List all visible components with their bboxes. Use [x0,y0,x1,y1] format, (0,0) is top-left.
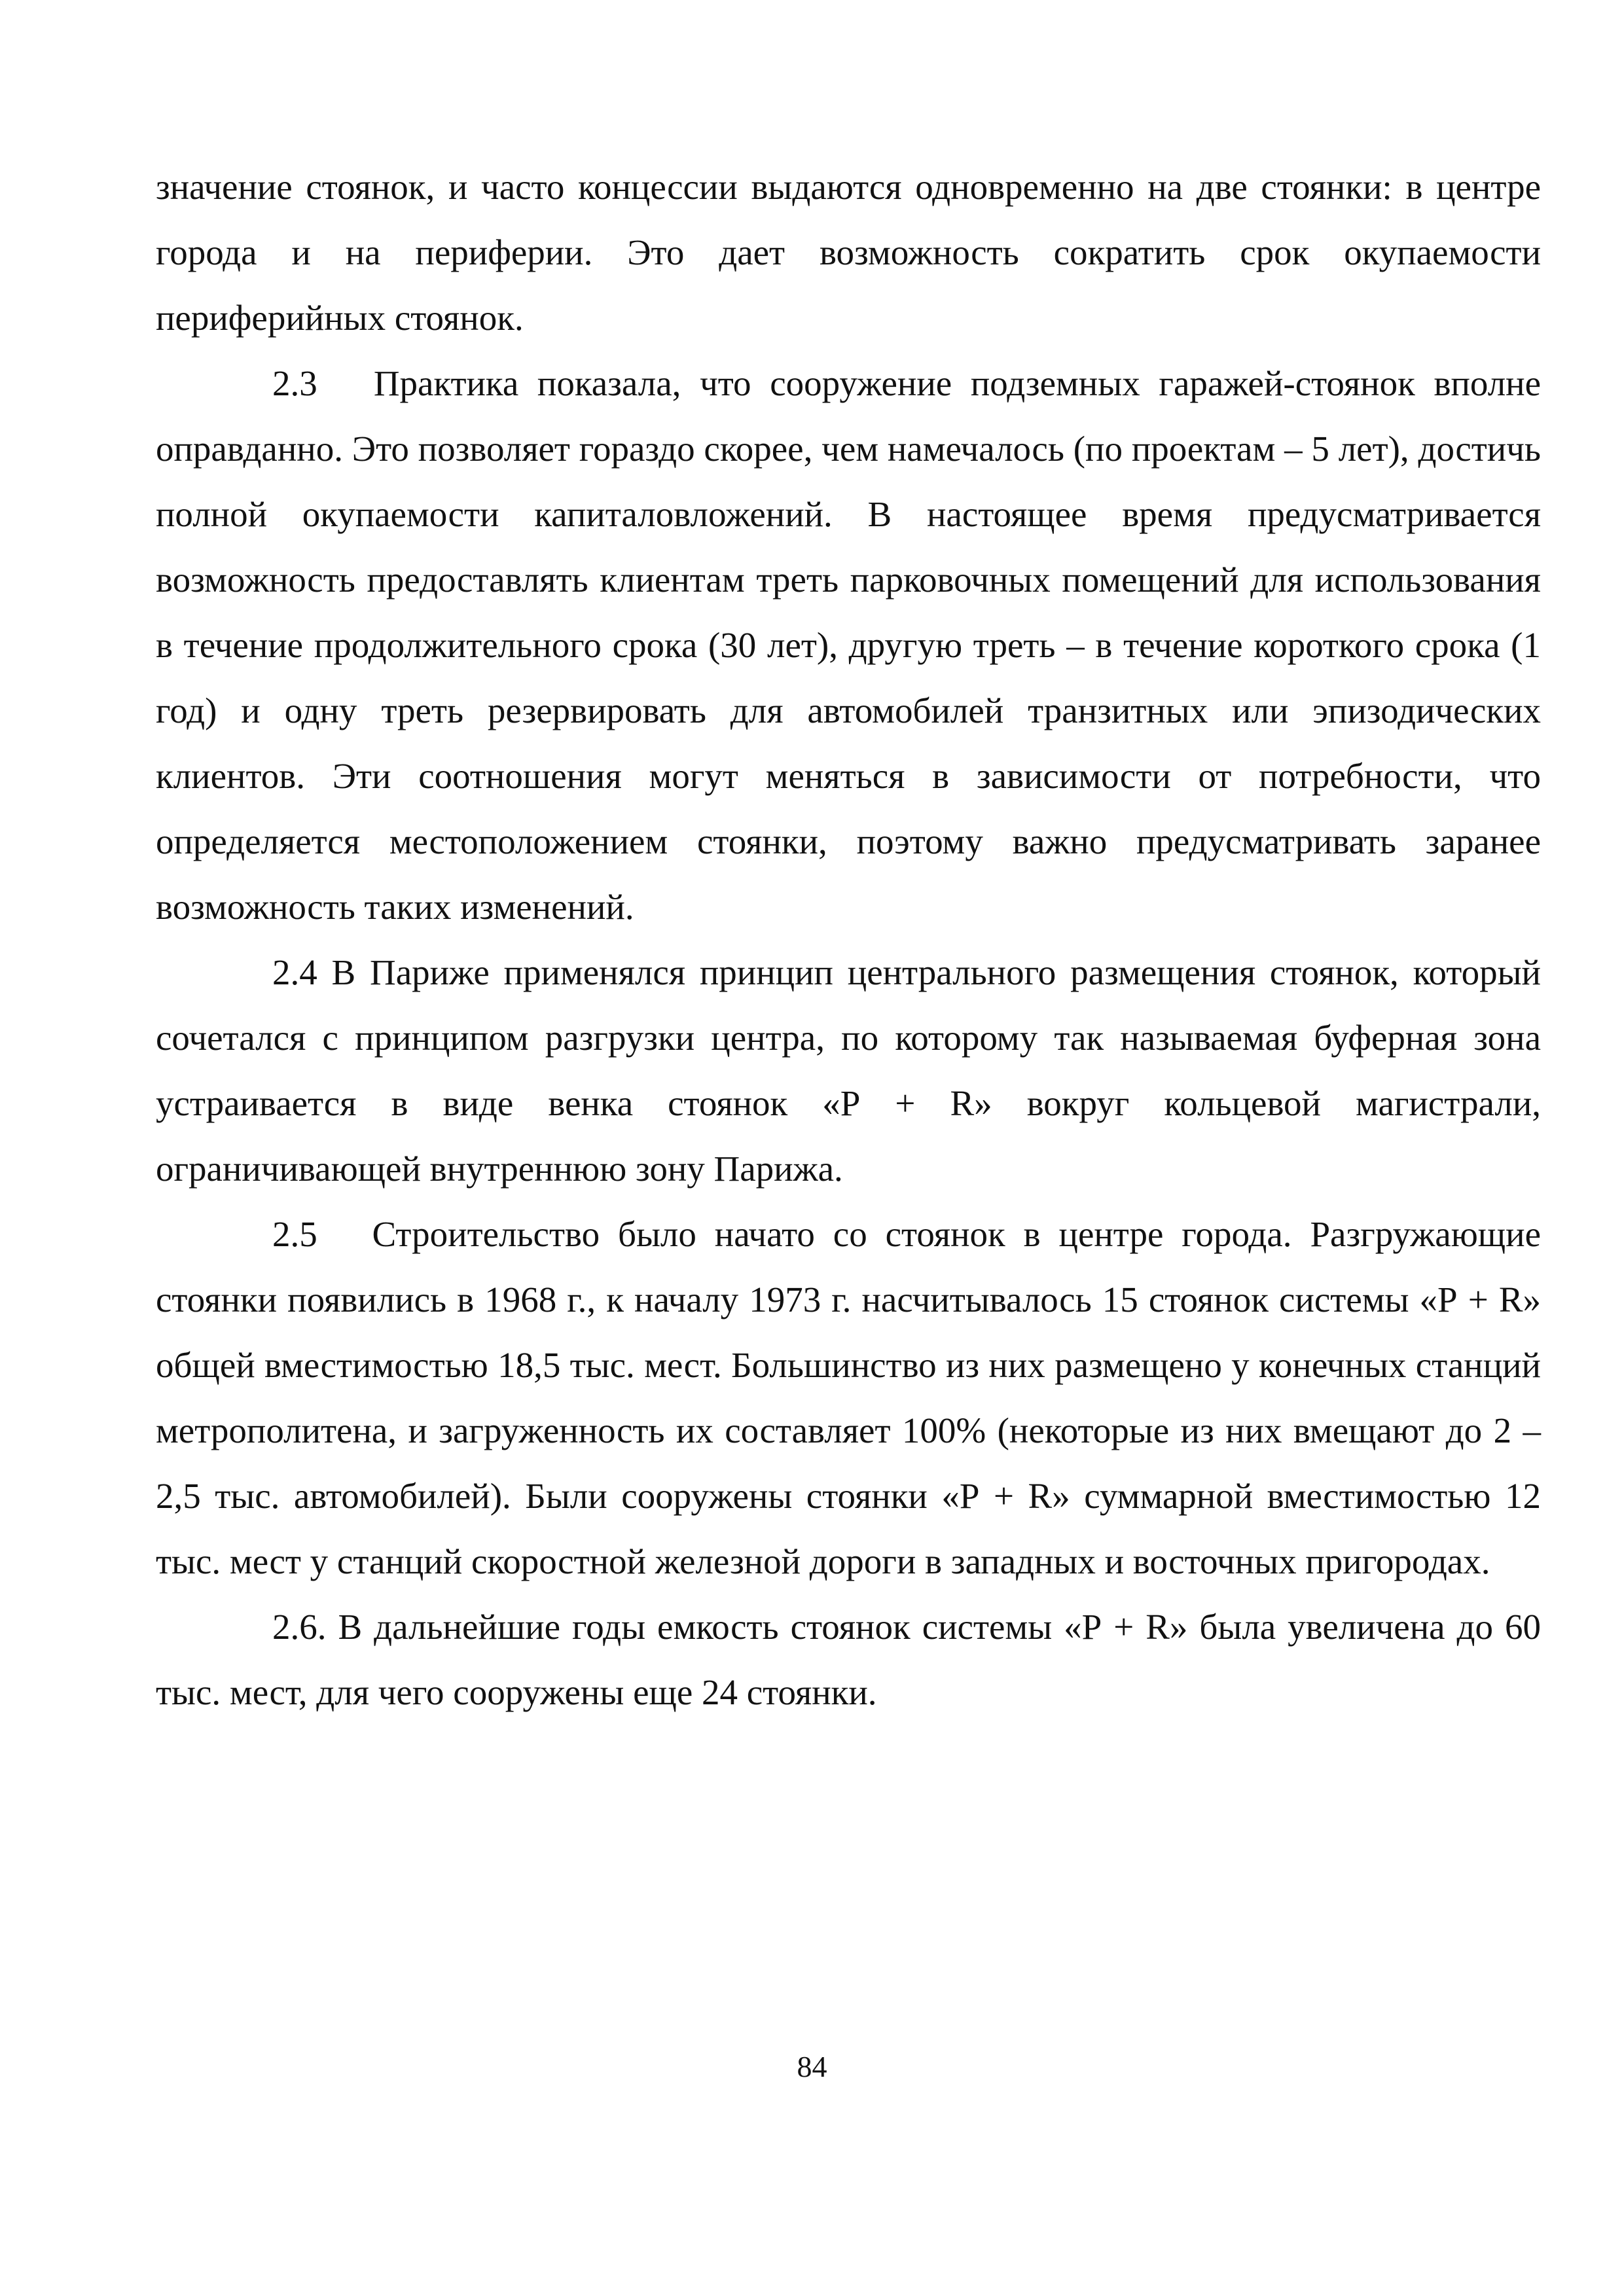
paragraph-continuation: значение стоянок, и часто концессии выдаются одновременно на две стоянки: в центре города и на периферии. Это дает возможность сократить срок окупаемости периферийных стоянок. [156,167,1541,338]
page-number: 84 [797,2050,827,2083]
paragraph-2-6: 2.6. В дальнейшие годы емкость стоянок системы «Р + R» была увеличена до 60 тыс. мест, для чего сооружены еще 24 стоянки. [156,1607,1541,1712]
paragraph-2-3: 2.3 Практика показала, что сооружение подземных гаражей-стоянок вполне оправданно. Это позволяет гораздо скорее, чем намечалось (по проектам – 5 лет), достичь полной окупаемости капиталовложений. В настоящее время предусматривается возможность предоставлять клиентам треть парковочных помещений для использования в течение продолжительного срока (30 лет), другую треть – в течение короткого срока (1 год) и одну треть резервировать для автомобилей транзитных или эпизодических клиентов. Эти соотношения могут меняться в зависимости от потребности, что определяется местоположением стоянки, поэтому важно предусматривать заранее возможность таких изменений. [156,363,1550,927]
document-body [156,154,1550,1725]
paragraph-2-5: 2.5 Строительство было начато со стоянок в центре города. Разгружающие стоянки появились в 1968 г., к началу 1973 г. насчитывалось 15 стоянок системы «Р + R» общей вместимостью 18,5 тыс. мест. Большинство из них размещено у конечных станций метрополитена, и загруженность их составляет 100% (некоторые из них вмещают до 2 – 2,5 тыс. автомобилей). Были сооружены стоянки «Р + R» суммарной вместимостью 12 тыс. мест у станций скоростной железной дороги в западных и восточных пригородах. [156,1214,1550,1581]
paragraph-2-4: 2.4 В Париже применялся принцип центрального размещения стоянок, который сочетался с принципом разгрузки центра, по которому так называемая буферная зона устраивается в виде венка стоянок «Р + R» вокруг кольцевой магистрали, ограничивающей внутреннюю зону Парижа. [156,952,1541,1189]
